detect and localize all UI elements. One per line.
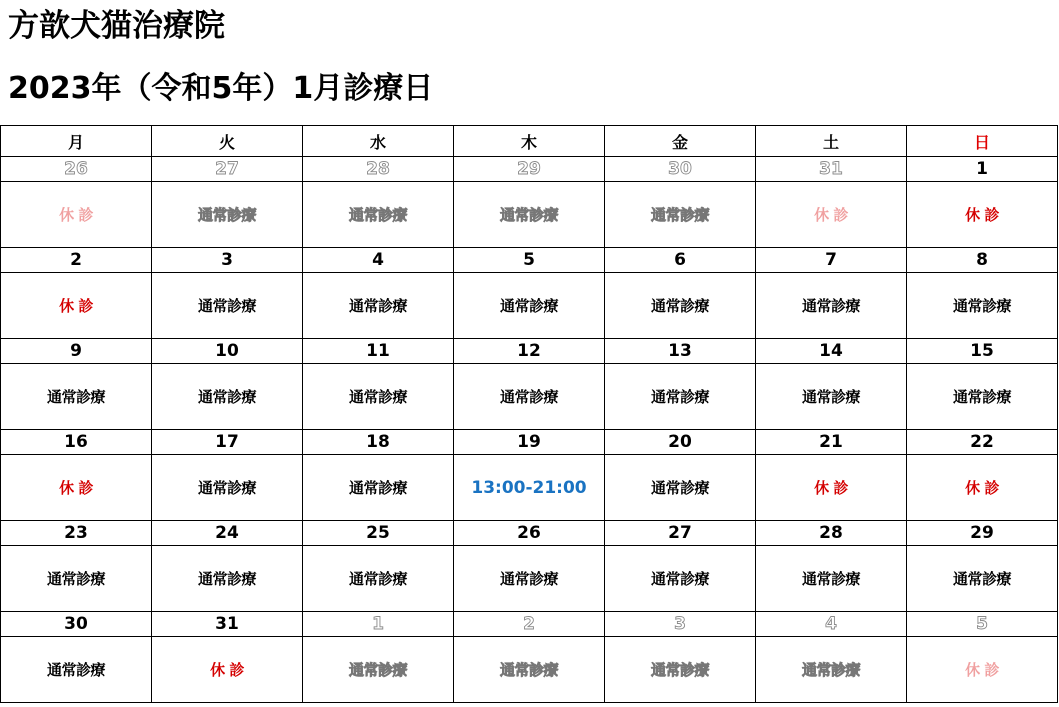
date-cell: 23 [1, 521, 152, 546]
status-regular: 通常診療 [605, 364, 756, 430]
week-6-dates [1, 612, 1058, 637]
date-cell: 19 [454, 430, 605, 455]
status-regular: 通常診療 [907, 546, 1058, 612]
status-closed: 休 診 [1, 455, 152, 521]
status-regular: 通常診療 [152, 546, 303, 612]
date-cell: 24 [152, 521, 303, 546]
status-regular: 通常診療 [756, 637, 907, 703]
date-cell: 1 [303, 612, 454, 637]
status-regular: 通常診療 [1, 637, 152, 703]
date-cell: 4 [303, 248, 454, 273]
status-closed: 休 診 [1, 273, 152, 339]
date-cell: 21 [756, 430, 907, 455]
date-cell: 28 [756, 521, 907, 546]
week-2-dates [1, 248, 1058, 273]
date-cell: 25 [303, 521, 454, 546]
date-cell: 12 [454, 339, 605, 364]
calendar-title: 2023年（令和5年）1月診療日 [8, 71, 434, 106]
weekday-thu: 木 [454, 126, 605, 157]
status-regular: 通常診療 [303, 637, 454, 703]
date-cell: 5 [907, 612, 1058, 637]
status-closed: 休 診 [756, 182, 907, 248]
status-regular: 通常診療 [605, 182, 756, 248]
status-closed: 休 診 [907, 637, 1058, 703]
status-closed: 休 診 [756, 455, 907, 521]
week-4-dates [1, 430, 1058, 455]
status-regular: 通常診療 [756, 364, 907, 430]
status-regular: 通常診療 [152, 273, 303, 339]
week-4-statuses [1, 455, 1058, 521]
status-regular: 通常診療 [605, 637, 756, 703]
status-regular: 通常診療 [152, 455, 303, 521]
weekday-mon: 月 [1, 126, 152, 157]
week-2-statuses [1, 273, 1058, 339]
status-regular: 通常診療 [454, 273, 605, 339]
date-cell: 28 [303, 157, 454, 182]
status-regular: 通常診療 [1, 546, 152, 612]
status-regular: 通常診療 [303, 364, 454, 430]
week-3-statuses [1, 364, 1058, 430]
date-cell: 3 [605, 612, 756, 637]
date-cell: 3 [152, 248, 303, 273]
date-cell: 18 [303, 430, 454, 455]
date-cell: 31 [756, 157, 907, 182]
status-closed: 休 診 [152, 637, 303, 703]
date-cell: 9 [1, 339, 152, 364]
status-regular: 通常診療 [907, 364, 1058, 430]
status-closed: 休 診 [1, 182, 152, 248]
week-3-dates [1, 339, 1058, 364]
schedule-calendar [0, 125, 1058, 703]
date-cell: 29 [907, 521, 1058, 546]
weekday-fri: 金 [605, 126, 756, 157]
date-cell: 31 [152, 612, 303, 637]
date-cell: 5 [454, 248, 605, 273]
status-regular: 通常診療 [152, 182, 303, 248]
weekday-sun: 日 [907, 126, 1058, 157]
date-cell: 2 [454, 612, 605, 637]
date-cell: 2 [1, 248, 152, 273]
week-1-dates [1, 157, 1058, 182]
week-1-statuses [1, 182, 1058, 248]
week-5-statuses [1, 546, 1058, 612]
status-special-hours: 13:00-21:00 [454, 455, 605, 521]
status-regular: 通常診療 [756, 273, 907, 339]
status-regular: 通常診療 [303, 182, 454, 248]
date-cell: 6 [605, 248, 756, 273]
date-cell: 22 [907, 430, 1058, 455]
status-regular: 通常診療 [1, 364, 152, 430]
date-cell: 7 [756, 248, 907, 273]
status-regular: 通常診療 [605, 455, 756, 521]
date-cell: 8 [907, 248, 1058, 273]
date-cell: 27 [605, 521, 756, 546]
status-regular: 通常診療 [756, 546, 907, 612]
weekday-sat: 土 [756, 126, 907, 157]
date-cell: 10 [152, 339, 303, 364]
status-regular: 通常診療 [605, 273, 756, 339]
status-regular: 通常診療 [605, 546, 756, 612]
date-cell: 11 [303, 339, 454, 364]
date-cell: 1 [907, 157, 1058, 182]
status-regular: 通常診療 [454, 546, 605, 612]
date-cell: 20 [605, 430, 756, 455]
date-cell: 13 [605, 339, 756, 364]
date-cell: 17 [152, 430, 303, 455]
date-cell: 30 [1, 612, 152, 637]
date-cell: 27 [152, 157, 303, 182]
status-regular: 通常診療 [454, 364, 605, 430]
clinic-name: 方歆犬猫治療院 [8, 8, 225, 44]
status-regular: 通常診療 [152, 364, 303, 430]
date-cell: 30 [605, 157, 756, 182]
date-cell: 29 [454, 157, 605, 182]
weekday-wed: 水 [303, 126, 454, 157]
status-regular: 通常診療 [907, 273, 1058, 339]
weekday-tue: 火 [152, 126, 303, 157]
status-regular: 通常診療 [303, 546, 454, 612]
status-regular: 通常診療 [303, 273, 454, 339]
date-cell: 16 [1, 430, 152, 455]
weekday-header-row [1, 126, 1058, 157]
week-6-statuses [1, 637, 1058, 703]
status-closed: 休 診 [907, 455, 1058, 521]
date-cell: 14 [756, 339, 907, 364]
status-closed: 休 診 [907, 182, 1058, 248]
status-regular: 通常診療 [454, 182, 605, 248]
date-cell: 26 [1, 157, 152, 182]
date-cell: 26 [454, 521, 605, 546]
status-regular: 通常診療 [303, 455, 454, 521]
status-regular: 通常診療 [454, 637, 605, 703]
week-5-dates [1, 521, 1058, 546]
date-cell: 4 [756, 612, 907, 637]
date-cell: 15 [907, 339, 1058, 364]
